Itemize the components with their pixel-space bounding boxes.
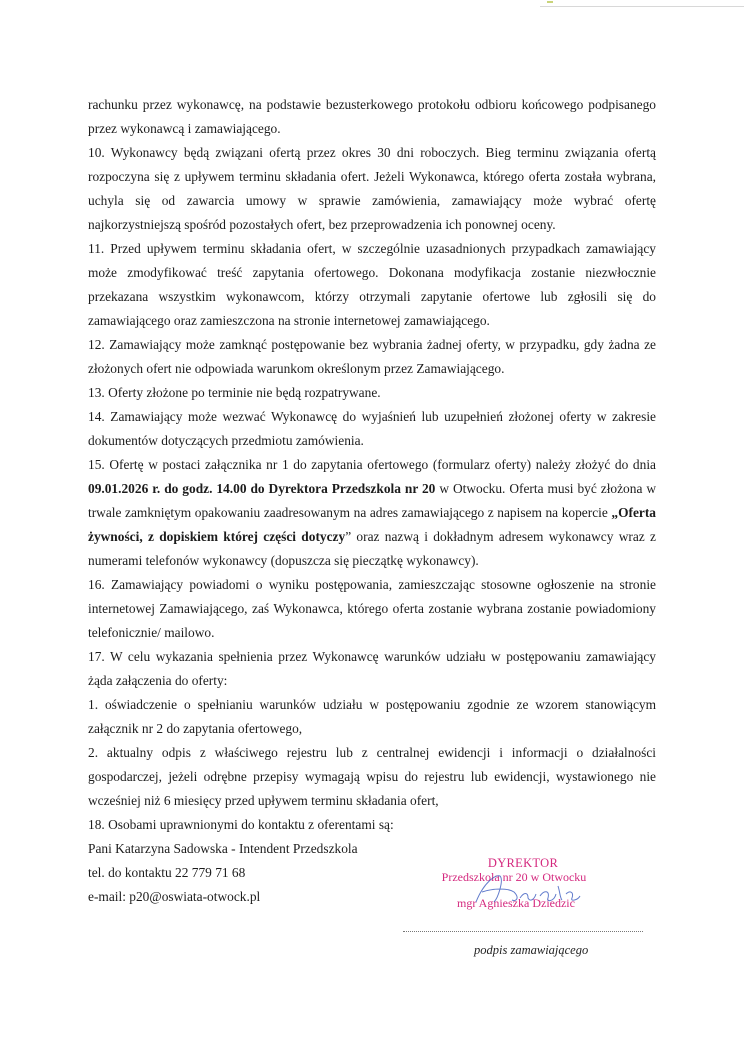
stamp-name: mgr Agnieszka Dziedzic: [457, 896, 575, 910]
p15-text-1: 15. Ofertę w postaci załącznika nr 1 do zapytania ofertowego (formularz oferty) należy złożyć do dnia: [88, 457, 656, 472]
p15-text-3: ” oraz nazwą i dokładnym adresem wykonawcy wraz z numerami telefonów wykonawcy (dopuszcza się pieczątkę wykonawcy).: [88, 529, 656, 568]
signature-stroke: [476, 876, 580, 902]
paragraph-18: 18. Osobami uprawnionymi do kontaktu z oferentami są:: [88, 817, 394, 832]
p15-text-2: w Otwocku. Oferta musi być złożona w trwale zamkniętym opakowaniu zaadresowanym na adres zamawiającego z napisem na kopercie: [88, 481, 657, 520]
envelope-label-bold: „Oferta żywności, z dopiskiem której części dotyczy: [88, 505, 656, 544]
paragraph-11: 11. Przed upływem terminu składania ofert, w szczególnie uzasadnionych przypadkach zamawiający może zmodyfikować treść zapytania ofertowego. Dokonana modyfikacja zostanie niezwłocznie przekazana wszystkim wykonawcom, którzy otrzymali zapytanie ofertowe lub zgłosili się do zamawiającego oraz zamieszczona na stronie internetowej zamawiającego.: [88, 241, 656, 328]
paragraph-10: 10. Wykonawcy będą związani ofertą przez okres 30 dni roboczych. Bieg terminu związania ofertą rozpoczyna się z upływem terminu składania ofert. Jeżeli Wykonawca, którego oferta została wybrana, uchyla się od zawarcia umowy w sprawie zamówienia, zamawiający może wybrać ofertę najkorzystniejszą spośród pozostałych ofert, bez przeprowadzenia ich ponownej oceny.: [88, 145, 656, 232]
handwritten-signature: [474, 872, 584, 908]
scan-edge-line: [540, 6, 744, 7]
paragraph: rachunku przez wykonawcę, na podstawie bezusterkowego protokołu odbioru końcowego podpisanego przez wykonawcą i zamawiającego.: [88, 97, 656, 136]
paragraph-13: 13. Oferty złożone po terminie nie będą rozpatrywane.: [88, 385, 381, 400]
contact-phone: tel. do kontaktu 22 779 71 68: [88, 865, 246, 880]
paragraph-16: 16. Zamawiający powiadomi o wyniku postępowania, zamieszczając stosowne ogłoszenie na stronie internetowej Zamawiającego, zaś Wykonawca, którego oferta zostanie wybrana zostanie powiadomiony telefonicznie/ mailowo.: [88, 577, 656, 640]
stamp-institution: Przedszkola nr 20 w Otwocku: [441, 870, 587, 884]
signature-dotted-line: [403, 931, 643, 932]
paragraph-14: 14. Zamawiający może wezwać Wykonawcę do wyjaśnień lub uzupełnień złożonej oferty w zakresie dokumentów dotyczących przedmiotu zamówienia.: [88, 409, 656, 448]
paragraph-12: 12. Zamawiający może zamknąć postępowanie bez wybrania żadnej oferty, w przypadku, gdy żadna ze złożonych ofert nie odpowiada warunkom określonym przez Zamawiającego.: [88, 337, 656, 376]
signature-label: podpis zamawiającego: [474, 943, 589, 957]
document-body: [88, 93, 656, 909]
paragraph-17: 17. W celu wykazania spełnienia przez Wykonawcę warunków udziału w postępowaniu zamawiający żąda załączenia do oferty:: [88, 649, 656, 688]
stamp-title: DYREKTOR: [487, 856, 559, 870]
paragraph-17-item-2: 2. aktualny odpis z właściwego rejestru lub z centralnej ewidencji i informacji o działalności gospodarczej, jeżeli odrębne przepisy wymagają wpisu do rejestru lub ewidencji, wystawionego nie wcześniej niż 6 miesięcy przed upływem terminu składania ofert,: [88, 745, 656, 808]
contact-person: Pani Katarzyna Sadowska - Intendent Przedszkola: [88, 841, 358, 856]
contact-email: e-mail: p20@oswiata-otwock.pl: [88, 889, 261, 904]
paragraph-17-item-1: 1. oświadczenie o spełnianiu warunków udziału w postępowaniu zgodnie ze wzorem stanowiącym załącznik nr 2 do zapytania ofertowego,: [88, 697, 656, 736]
scan-mark: [547, 1, 553, 3]
paragraph-15: [88, 453, 656, 573]
deadline-bold: 09.01.2026 r. do godz. 14.00 do Dyrektora Przedszkola nr 20: [88, 481, 436, 496]
